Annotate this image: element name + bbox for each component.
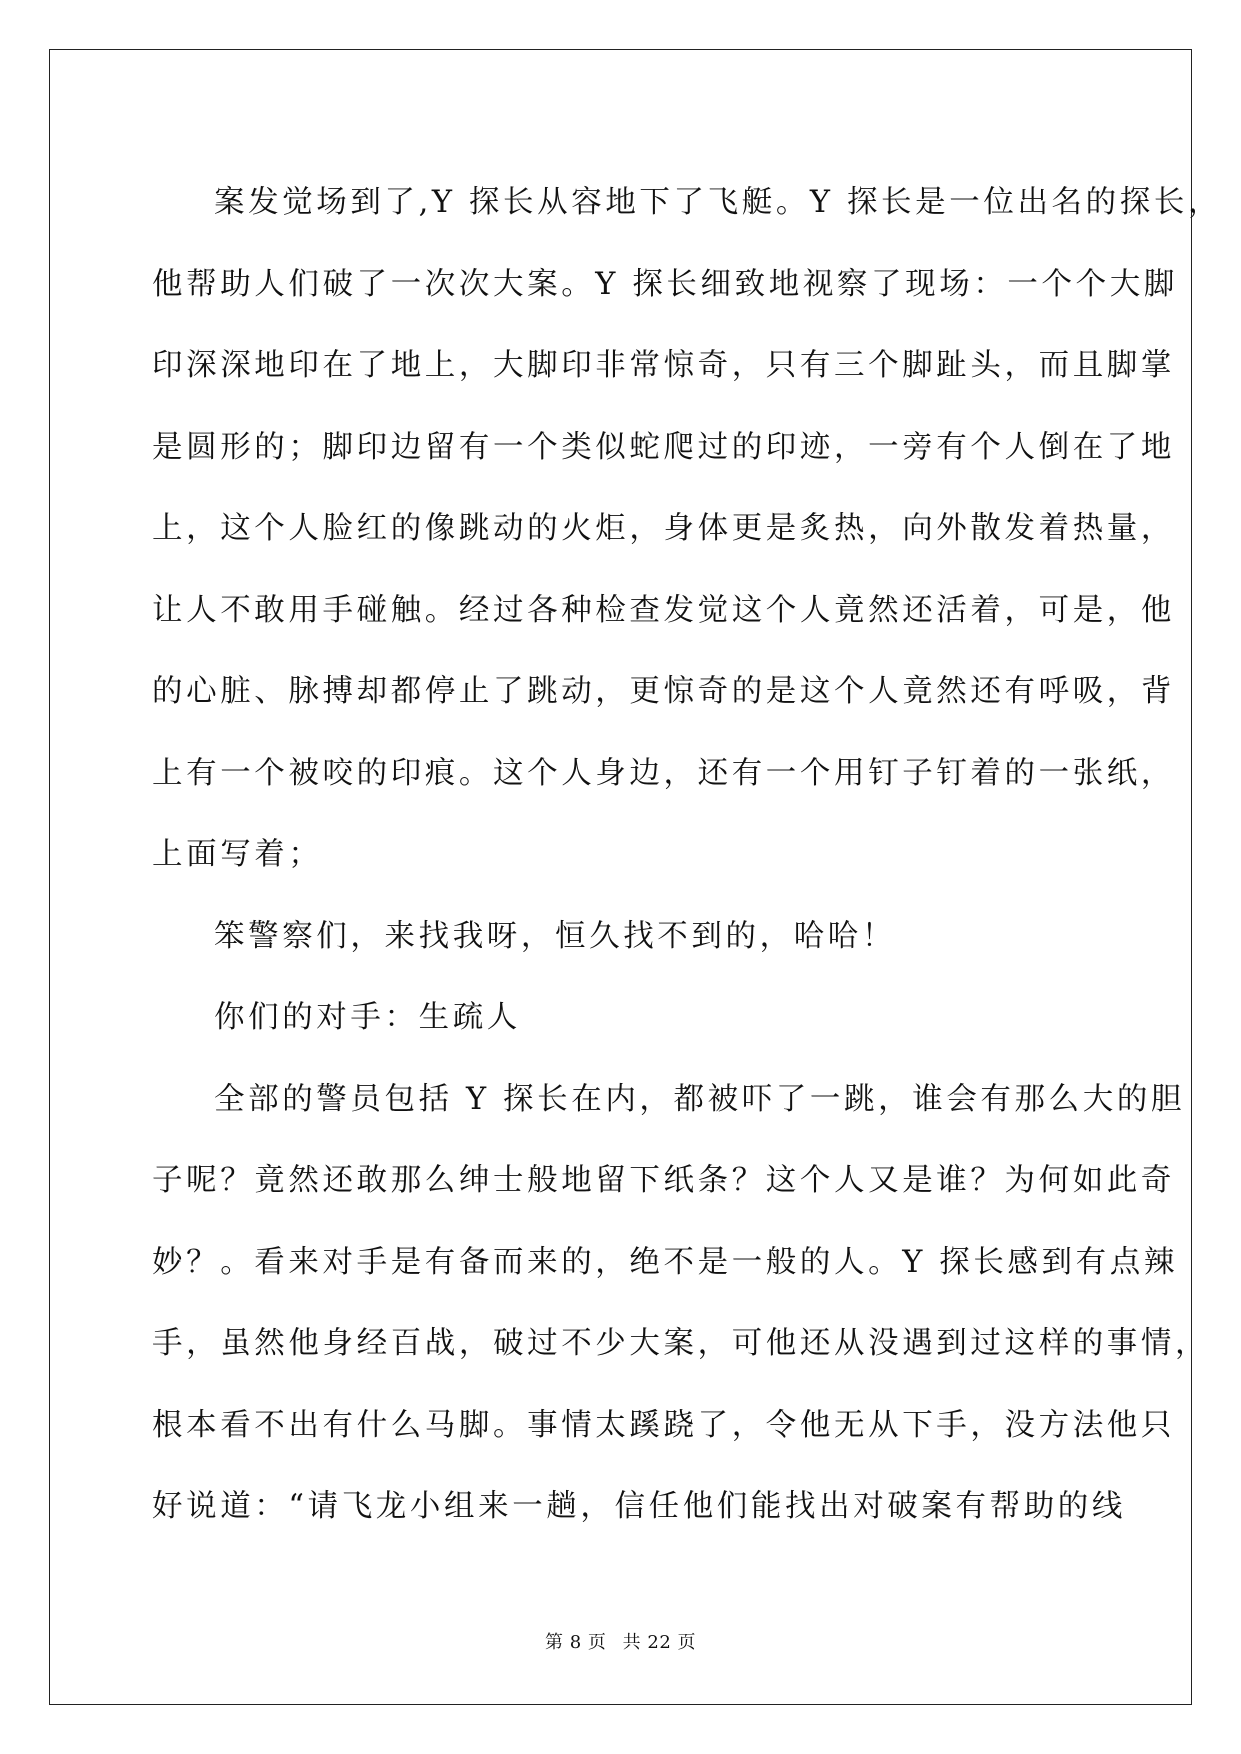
text-line: 根本看不出有什么马脚。事情太蹊跷了，令他无从下手，没方法他只 xyxy=(152,1407,1175,1443)
text-line: 上，这个人脸红的像跳动的火炬，身体更是炙热，向外散发着热量， xyxy=(152,511,1175,546)
document-body xyxy=(152,162,1223,1548)
text-line: 妙？。看来对手是有备而来的，绝不是一般的人。Y 探长感到有点辣 xyxy=(152,1244,1178,1280)
text-line: 是圆形的；脚印边留有一个类似蛇爬过的印迹，一旁有个人倒在了地 xyxy=(152,429,1175,465)
text-line: 手，虽然他身经百战，破过不少大案，可他还从没遇到过这样的事情， xyxy=(152,1326,1210,1361)
text-line: 的心脏、脉搏却都停止了跳动，更惊奇的是这个人竟然还有呼吸，背 xyxy=(152,674,1175,709)
text-line: 印深深地印在了地上，大脚印非常惊奇，只有三个脚趾头，而且脚掌 xyxy=(152,348,1175,383)
text-line: 全部的警员包括 Y 探长在内，都被吓了一跳，谁会有那么大的胆 xyxy=(214,1081,1186,1117)
text-line: 你们的对手：生疏人 xyxy=(214,1000,521,1035)
page-number: 第 8 页 xyxy=(545,1632,607,1653)
text-line: 笨警察们，来找我呀，恒久找不到的，哈哈！ xyxy=(214,918,896,954)
text-line: 上面写着； xyxy=(152,837,323,872)
text-line: 上有一个被咬的印痕。这个人身边，还有一个用钉子钉着的一张纸， xyxy=(152,755,1175,791)
text-line: 好说道：“请飞龙小组来一趟，信任他们能找出对破案有帮助的线 xyxy=(152,1489,1126,1524)
text-line: 让人不敢用手碰触。经过各种检查发觉这个人竟然还活着，可是，他 xyxy=(152,592,1175,628)
text-line: 子呢？竟然还敢那么绅士般地留下纸条？这个人又是谁？为何如此奇 xyxy=(152,1163,1175,1198)
text-line: 案发觉场到了,Y 探长从容地下了飞艇。Y 探长是一位出名的探长， xyxy=(214,185,1223,220)
page-footer xyxy=(0,1628,1241,1654)
text-line: 他帮助人们破了一次次大案。Y 探长细致地视察了现场：一个个大脚 xyxy=(152,266,1178,302)
page-total: 共 22 页 xyxy=(622,1632,696,1653)
